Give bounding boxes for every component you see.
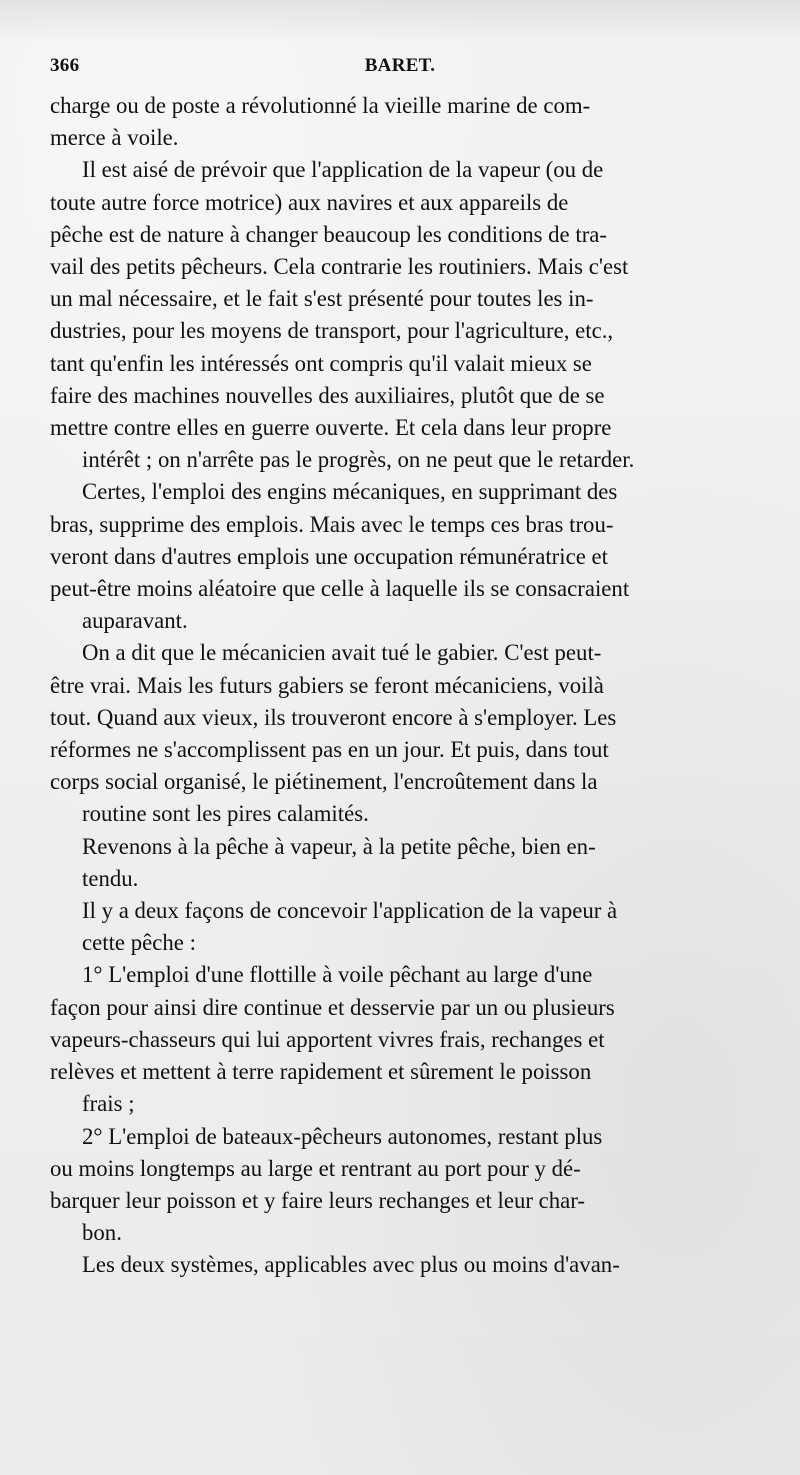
text-line: faire des machines nouvelles des auxiliaires, plutôt que de se [50, 382, 605, 408]
text-line: corps social organisé, le piétinement, l'encroûtement dans la [50, 769, 598, 795]
text-line: Il est aisé de prévoir que l'application de la vapeur (ou de [82, 157, 604, 183]
page-body [50, 90, 752, 1282]
running-head [50, 50, 750, 82]
paragraph-7 [50, 959, 752, 1120]
running-title: BARET. [364, 55, 436, 76]
text-line: routine sont les pires calamités. [82, 801, 369, 827]
text-line: toute autre force motrice) aux navires et aux appareils de [50, 189, 569, 215]
paragraph-4 [50, 637, 752, 830]
text-line: bon. [82, 1220, 122, 1246]
page-number: 366 [50, 55, 80, 76]
text-line: être vrai. Mais les futurs gabiers se feront mécaniciens, voilà [50, 672, 604, 698]
text-line: vapeurs-chasseurs qui lui apportent vivres frais, rechanges et [50, 1026, 605, 1052]
text-line: mettre contre elles en guerre ouverte. Et cela dans leur propre [50, 415, 612, 441]
text-line: tant qu'enfin les intéressés ont compris qu'il valait mieux se [50, 350, 592, 376]
text-line: bras, supprime des emplois. Mais avec le temps ces bras trou- [50, 511, 614, 537]
text-line: Il y a deux façons de concevoir l'application de la vapeur à [82, 898, 618, 924]
text-line: Les deux systèmes, applicables avec plus ou moins d'avan- [82, 1252, 620, 1278]
paragraph-3 [50, 476, 752, 637]
text-line: ou moins longtemps au large et rentrant au port pour y dé- [50, 1155, 581, 1181]
text-line: On a dit que le mécanicien avait tué le gabier. C'est peut- [82, 640, 602, 666]
text-line: Revenons à la pêche à vapeur, à la petite pêche, bien en- [82, 833, 596, 859]
paragraph-5 [50, 831, 752, 895]
text-line: veront dans d'autres emplois une occupation rémunératrice et [50, 543, 608, 569]
text-line: réformes ne s'accomplissent pas en un jour. Et puis, dans tout [50, 737, 609, 763]
text-line: 2° L'emploi de bateaux-pêcheurs autonomes, restant plus [82, 1123, 603, 1149]
paragraph-9 [50, 1249, 752, 1281]
text-line: façon pour ainsi dire continue et desservie par un ou plusieurs [50, 994, 615, 1020]
text-line: vail des petits pêcheurs. Cela contrarie les routiniers. Mais c'est [50, 254, 629, 280]
text-line: frais ; [82, 1091, 135, 1117]
text-line: Certes, l'emploi des engins mécaniques, en supprimant des [82, 479, 618, 505]
text-line: 1° L'emploi d'une flottille à voile pêchant au large d'une [82, 962, 593, 988]
text-line: pêche est de nature à changer beaucoup les conditions de tra- [50, 221, 608, 247]
text-line: cette pêche : [82, 930, 196, 956]
text-line: tout. Quand aux vieux, ils trouveront encore à s'employer. Les [50, 704, 617, 730]
paragraph-2 [50, 154, 752, 476]
text-line: relèves et mettent à terre rapidement et sûrement le poisson [50, 1059, 592, 1085]
text-line: intérêt ; on n'arrête pas le progrès, on ne peut que le retarder. [82, 447, 635, 473]
text-line: barquer leur poisson et y faire leurs rechanges et leur char- [50, 1187, 586, 1213]
text-line: auparavant. [82, 608, 188, 634]
text-line: merce à voile. [50, 125, 179, 151]
paragraph-1 [50, 90, 752, 154]
top-margin-stain [0, 0, 800, 44]
paragraph-8 [50, 1121, 752, 1250]
paragraph-6 [50, 895, 752, 959]
text-line: un mal nécessaire, et le fait s'est présenté pour toutes les in- [50, 286, 594, 312]
text-line: tendu. [82, 865, 139, 891]
text-line: charge ou de poste a révolutionné la vieille marine de com- [50, 93, 591, 118]
text-line: peut-être moins aléatoire que celle à laquelle ils se consacraient [50, 576, 630, 602]
text-line: dustries, pour les moyens de transport, pour l'agriculture, etc., [50, 318, 614, 344]
